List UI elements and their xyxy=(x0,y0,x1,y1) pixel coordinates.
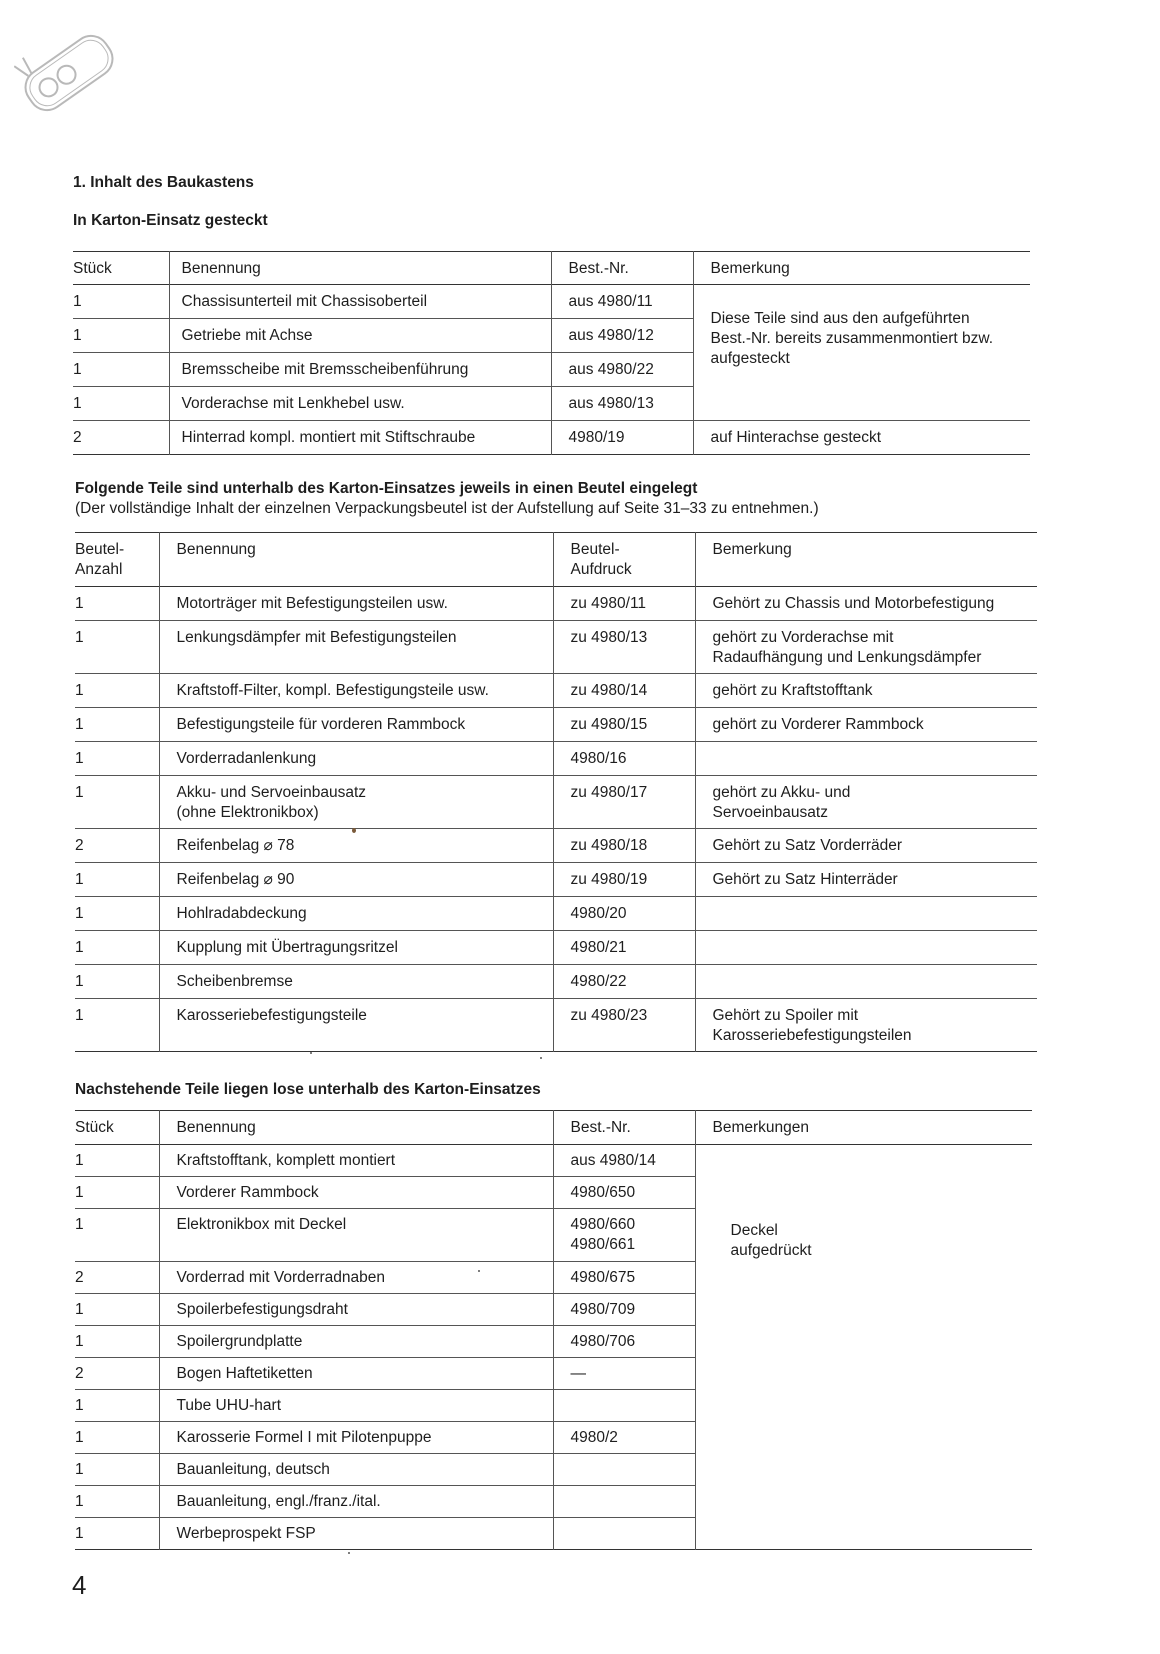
qty-cell: 1 xyxy=(73,353,169,387)
qty-cell: 1 xyxy=(73,387,169,421)
qty-cell: 1 xyxy=(73,319,169,353)
number-cell: zu 4980/17 xyxy=(553,776,695,829)
page-number: 4 xyxy=(72,1570,87,1600)
name-cell: Tube UHU-hart xyxy=(159,1390,553,1422)
qty-cell: 1 xyxy=(75,863,159,897)
number-cell: zu 4980/14 xyxy=(553,674,695,708)
name-cell: Hohlradabdeckung xyxy=(159,897,553,931)
number-cell: 4980/660 4980/661 xyxy=(553,1209,695,1262)
name-cell: Kraftstofftank, komplett montiert xyxy=(159,1145,553,1177)
name-cell: Kupplung mit Übertragungsritzel xyxy=(159,931,553,965)
number-cell: aus 4980/11 xyxy=(551,285,693,319)
number-cell: zu 4980/23 xyxy=(553,999,695,1052)
number-cell: — xyxy=(553,1358,695,1390)
table-row xyxy=(75,674,1037,708)
table-header-row xyxy=(75,1111,1032,1145)
remark-cell: auf Hinterachse gesteckt xyxy=(710,429,882,446)
header-best-nr: Best.-Nr. xyxy=(553,1111,695,1145)
rc-paper-stamp-logo xyxy=(14,18,124,128)
name-cell: Vorderradanlenkung xyxy=(159,742,553,776)
table-in-karton-einsatz xyxy=(73,251,1030,455)
remark-cell: Gehört zu Satz Vorderräder xyxy=(712,837,903,854)
number-cell: aus 4980/13 xyxy=(551,387,693,421)
number-cell: 4980/22 xyxy=(553,965,695,999)
table-row xyxy=(75,742,1037,776)
header-bemerkung: Bemerkung xyxy=(712,541,792,558)
remark-cell xyxy=(695,965,1037,999)
name-cell: Reifenbelag ⌀ 78 xyxy=(159,829,553,863)
qty-cell: 1 xyxy=(75,897,159,931)
table-row xyxy=(75,621,1037,674)
number-cell: 4980/675 xyxy=(553,1262,695,1294)
name-cell: Werbeprospekt FSP xyxy=(159,1518,553,1550)
table-lose-teile xyxy=(75,1110,1032,1550)
name-cell: Scheibenbremse xyxy=(159,965,553,999)
qty-cell: 1 xyxy=(75,1390,159,1422)
header-benennung: Benennung xyxy=(159,533,553,587)
remark-cell: gehört zu Vorderer Rammbock xyxy=(712,716,924,733)
name-cell: Bremsscheibe mit Bremsscheibenführung xyxy=(169,353,551,387)
number-cell: 4980/650 xyxy=(553,1177,695,1209)
merged-remark-cell: Deckel aufgedrückt xyxy=(730,1222,812,1259)
number-cell: 4980/2 xyxy=(553,1422,695,1454)
name-cell: Chassisunterteil mit Chassisoberteil xyxy=(169,285,551,319)
table-row xyxy=(73,285,1030,319)
number-cell: zu 4980/19 xyxy=(553,863,695,897)
remark-cell xyxy=(695,931,1037,965)
qty-cell: 1 xyxy=(75,674,159,708)
name-cell: Hinterrad kompl. montiert mit Stiftschraube xyxy=(169,421,551,455)
number-cell: zu 4980/11 xyxy=(553,587,695,621)
name-cell: Spoilerbefestigungsdraht xyxy=(159,1294,553,1326)
number-cell: 4980/706 xyxy=(553,1326,695,1358)
table-row xyxy=(75,999,1037,1052)
table-row xyxy=(75,776,1037,829)
table-row xyxy=(73,421,1030,455)
qty-cell: 1 xyxy=(75,999,159,1052)
number-cell: aus 4980/22 xyxy=(551,353,693,387)
qty-cell: 1 xyxy=(75,708,159,742)
name-cell: Kraftstoff-Filter, kompl. Befestigungsteile usw. xyxy=(159,674,553,708)
name-cell: Spoilergrundplatte xyxy=(159,1326,553,1358)
header-best-nr: Best.-Nr. xyxy=(551,252,693,285)
number-cell: aus 4980/14 xyxy=(553,1145,695,1177)
name-cell: Vorderer Rammbock xyxy=(159,1177,553,1209)
table-beutel xyxy=(75,532,1037,1052)
qty-cell: 1 xyxy=(75,1518,159,1550)
number-cell: 4980/19 xyxy=(551,421,693,455)
number-cell: 4980/20 xyxy=(553,897,695,931)
qty-cell: 1 xyxy=(75,621,159,674)
header-bemerkungen: Bemerkungen xyxy=(712,1119,810,1136)
name-cell: Elektronikbox mit Deckel xyxy=(159,1209,553,1262)
remark-cell: gehört zu Akku- und Servoeinbausatz xyxy=(712,784,851,821)
header-beutel-aufdruck: Beutel- Aufdruck xyxy=(553,533,695,587)
qty-cell: 1 xyxy=(75,1209,159,1262)
header-benennung: Benennung xyxy=(159,1111,553,1145)
number-cell: zu 4980/15 xyxy=(553,708,695,742)
number-cell: aus 4980/12 xyxy=(551,319,693,353)
remark-cell: gehört zu Vorderachse mit Radaufhängung und Lenkungsdämpfer xyxy=(712,629,982,666)
remark-cell xyxy=(695,897,1037,931)
name-cell: Lenkungsdämpfer mit Befestigungsteilen xyxy=(159,621,553,674)
name-cell: Bauanleitung, deutsch xyxy=(159,1454,553,1486)
table-row xyxy=(75,931,1037,965)
qty-cell: 2 xyxy=(75,1262,159,1294)
name-cell: Bogen Haftetiketten xyxy=(159,1358,553,1390)
qty-cell: 1 xyxy=(73,285,169,319)
name-cell: Reifenbelag ⌀ 90 xyxy=(159,863,553,897)
table1-title: In Karton-Einsatz gesteckt xyxy=(73,212,268,229)
table-header-row xyxy=(75,533,1037,587)
qty-cell: 1 xyxy=(75,931,159,965)
remark-cell: Gehört zu Spoiler mit Karosseriebefestigungsteilen xyxy=(712,1007,912,1044)
number-cell: 4980/21 xyxy=(553,931,695,965)
number-cell: 4980/709 xyxy=(553,1294,695,1326)
qty-cell: 1 xyxy=(75,1145,159,1177)
number-cell xyxy=(553,1454,695,1486)
table-row xyxy=(75,863,1037,897)
remark-cell: Gehört zu Chassis und Motorbefestigung xyxy=(712,595,995,612)
table-row xyxy=(75,1145,1032,1177)
header-beutel-anzahl: Beutel- Anzahl xyxy=(75,533,159,587)
number-cell: 4980/16 xyxy=(553,742,695,776)
qty-cell: 2 xyxy=(75,829,159,863)
table-row xyxy=(75,587,1037,621)
name-cell: Karosseriebefestigungsteile xyxy=(159,999,553,1052)
qty-cell: 1 xyxy=(75,1486,159,1518)
remark-cell: gehört zu Kraftstofftank xyxy=(712,682,873,699)
qty-cell: 1 xyxy=(75,776,159,829)
table3-title: Nachstehende Teile liegen lose unterhalb des Karton-Einsatzes xyxy=(75,1081,541,1098)
number-cell: zu 4980/13 xyxy=(553,621,695,674)
number-cell xyxy=(553,1518,695,1550)
header-bemerkung: Bemerkung xyxy=(710,260,790,277)
qty-cell: 2 xyxy=(73,421,169,455)
qty-cell: 1 xyxy=(75,1422,159,1454)
header-stueck: Stück xyxy=(75,1111,159,1145)
number-cell xyxy=(553,1390,695,1422)
name-cell: Karosserie Formel I mit Pilotenpuppe xyxy=(159,1422,553,1454)
name-cell: Motorträger mit Befestigungsteilen usw. xyxy=(159,587,553,621)
table-row xyxy=(75,897,1037,931)
table2-title: Folgende Teile sind unterhalb des Karton-Einsatzes jeweils in einen Beutel eingelegt xyxy=(75,480,698,497)
qty-cell: 1 xyxy=(75,1326,159,1358)
qty-cell: 1 xyxy=(75,965,159,999)
table-header-row xyxy=(73,252,1030,285)
remark-cell xyxy=(695,742,1037,776)
header-benennung: Benennung xyxy=(169,252,551,285)
qty-cell: 1 xyxy=(75,1177,159,1209)
name-cell: Getriebe mit Achse xyxy=(169,319,551,353)
header-stueck: Stück xyxy=(73,252,169,285)
number-cell xyxy=(553,1486,695,1518)
name-cell: Vorderrad mit Vorderradnaben xyxy=(159,1262,553,1294)
table-row xyxy=(75,965,1037,999)
qty-cell: 1 xyxy=(75,1454,159,1486)
qty-cell: 1 xyxy=(75,742,159,776)
merged-remark-cell: Diese Teile sind aus den aufgeführten Best.-Nr. bereits zusammenmontiert bzw. aufgesteckt xyxy=(693,285,1030,421)
number-cell: zu 4980/18 xyxy=(553,829,695,863)
qty-cell: 1 xyxy=(75,587,159,621)
table-row xyxy=(75,829,1037,863)
name-cell: Befestigungsteile für vorderen Rammbock xyxy=(159,708,553,742)
table2-note: (Der vollständige Inhalt der einzelnen Verpackungsbeutel ist der Aufstellung auf Seite 31–33 zu entnehmen.) xyxy=(75,500,819,517)
table-row xyxy=(75,708,1037,742)
name-cell: Vorderachse mit Lenkhebel usw. xyxy=(169,387,551,421)
qty-cell: 2 xyxy=(75,1358,159,1390)
remark-cell: Gehört zu Satz Hinterräder xyxy=(712,871,898,888)
qty-cell: 1 xyxy=(75,1294,159,1326)
name-cell: Bauanleitung, engl./franz./ital. xyxy=(159,1486,553,1518)
section-title: 1. Inhalt des Baukastens xyxy=(73,174,254,191)
name-cell: Akku- und Servoeinbausatz (ohne Elektronikbox) xyxy=(159,776,553,829)
